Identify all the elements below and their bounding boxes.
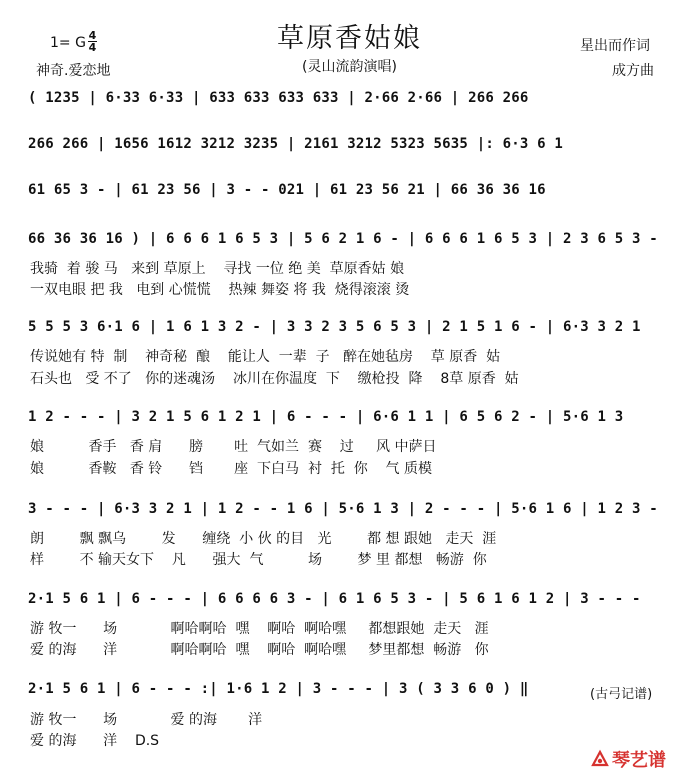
notation-text: 2·1 5 6 1 | 6 - - - :| 1·6 1 2 | 3 - - - | 3 ( 3 3 6 0 ) ‖: [28, 681, 529, 697]
transcriber-credit: (古弓记谱): [590, 687, 653, 702]
notation-text: 66 36 36 16 ) | 6 6 6 1 6 5 3 | 5 6 2 1 6 - | 6 6 6 1 6 5 3 | 2 3 6 5 3 -: [28, 231, 658, 247]
lyric-line: 爱 的海 洋 啊哈啊哈 嘿 啊哈 啊哈嘿 梦里都想 畅游 你: [30, 642, 489, 658]
lyric-line: 我骑 着 骏 马 来到 草原上 寻找 一位 绝 美 草原香姑 娘: [30, 261, 405, 277]
score-row-9: [28, 681, 658, 703]
time-signature: [88, 30, 97, 53]
key-signature: 1= G: [50, 35, 86, 51]
time-signature-top: 4: [88, 29, 97, 42]
score-row-7: [28, 501, 658, 523]
lyric-line: 朗 飘 飘乌 发 缠绕 小 伙 的目 光 都 想 跟她 走天 涯: [30, 531, 497, 547]
score-row-1: [28, 90, 658, 112]
song-title: 草原香姑娘: [277, 23, 422, 54]
score-row-4: [28, 231, 658, 253]
notation-text: 2·1 5 6 1 | 6 - - - | 6 6 6 6 3 - | 6 1 6 5 3 - | 5 6 1 6 1 2 | 3 - - -: [28, 591, 641, 607]
lyric-line: 石头也 受 不了 你的迷魂汤 冰川在你温度 下 缴枪投 降 8草 原香 姑: [30, 371, 519, 387]
score-row-3: [28, 182, 658, 204]
lyric-line: 娘 香手 香 肩 膀 吐 气如兰 赛 过 风 中萨日: [30, 439, 437, 455]
lyricist-credit: 星出而作词: [580, 38, 650, 54]
lyric-line: 娘 香鞍 香 铃 铛 座 下白马 衬 托 你 气 质模: [30, 461, 433, 477]
notation-text: 1 2 - - - | 3 2 1 5 6 1 2 1 | 6 - - - | 6·6 1 1 | 6 5 6 2 - | 5·6 1 3: [28, 409, 624, 425]
watermark-logo-icon: [590, 749, 610, 773]
time-signature-bottom: 4: [88, 41, 97, 54]
song-subtitle: (灵山流韵演唱): [302, 59, 397, 75]
notation-text: 61 65 3 - | 61 23 56 | 3 - - 021 | 61 23 56 21 | 66 36 36 16: [28, 182, 546, 198]
lyric-line: 一双电眼 把 我 电到 心慌慌 热辣 舞姿 将 我 烧得滚滚 烫: [30, 282, 410, 298]
notation-text: 5 5 5 3 6·1 6 | 1 6 1 3 2 - | 3 3 2 3 5 6 5 3 | 2 1 5 1 6 - | 6·3 3 2 1: [28, 319, 641, 335]
score-row-5: [28, 319, 658, 341]
score-row-8: [28, 591, 658, 613]
score-row-2: [28, 136, 658, 158]
notation-text: 266 266 | 1656 1612 3212 3235 | 2161 3212 5323 5635 |: 6·3 6 1: [28, 136, 563, 152]
lyric-line: 样 不 输天女下 凡 强大 气 场 梦 里 都想 畅游 你: [30, 552, 487, 568]
lyric-line: 爱 的海 洋 D.S: [30, 733, 160, 749]
watermark-text: 琴艺谱: [612, 750, 666, 771]
album-name: 神奇.爱恋地: [36, 63, 111, 79]
composer-credit: 成方曲: [612, 63, 654, 79]
lyric-line: 游 牧一 场 爱 的海 洋: [30, 712, 263, 728]
lyric-line: 游 牧一 场 啊哈啊哈 嘿 啊哈 啊哈嘿 都想跟她 走天 涯: [30, 621, 489, 637]
score-row-6: [28, 409, 658, 431]
notation-text: ( 1235 | 6·33 6·33 | 633 633 633 633 | 2·66 2·66 | 266 266: [28, 90, 529, 106]
notation-text: 3 - - - | 6·3 3 2 1 | 1 2 - - 1 6 | 5·6 1 3 | 2 - - - | 5·6 1 6 | 1 2 3 -: [28, 501, 658, 517]
lyric-line: 传说她有 特 制 神奇秘 酿 能让人 一辈 子 醉在她毡房 草 原香 姑: [30, 349, 501, 365]
